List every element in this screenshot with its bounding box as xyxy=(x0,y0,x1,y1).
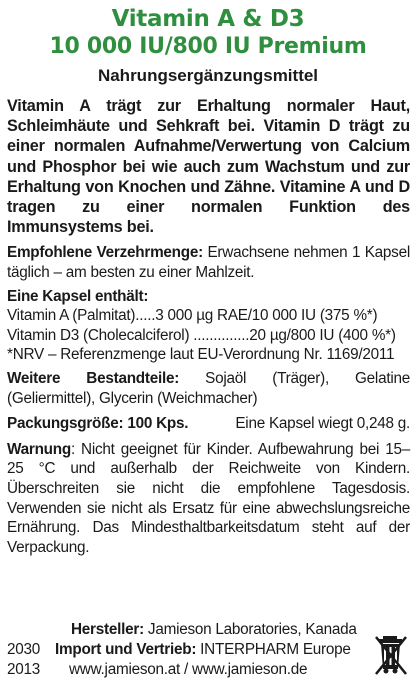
warning-label: Warnung xyxy=(7,440,71,458)
capsule-heading xyxy=(7,287,410,307)
ingredients-text: Sojaöl (Träger), Gelatine (Geliermittel), Glycerin (Weichmacher) xyxy=(7,369,410,407)
dosage-section xyxy=(7,243,410,282)
product-category: Nahrungsergänzungsmittel xyxy=(97,66,319,85)
manufacturer-text: Jamieson Laboratories, Kanada xyxy=(143,621,357,638)
health-claims: Vitamin A trägt zur Erhaltung normaler Haut, Schleimhäute und Sehkraft bei. Vitamin D trägt zu einer normalen Aufnahme/Verwertung von Calcium und Phosphor bei wie auch zum Wachstum und zur Erhaltung von Knochen und Zähne. Vitamine A und D tragen zu einer normalen Funktion des Immunsystems bei. xyxy=(7,97,410,237)
warning-section xyxy=(7,440,410,558)
ingredients-section xyxy=(7,369,410,408)
label-body xyxy=(7,96,410,557)
dosage-label: Empfohlene Verzehrmenge: xyxy=(7,244,203,262)
package-section xyxy=(7,414,410,434)
package-weight: Eine Kapsel wiegt 0,248 g. xyxy=(235,415,410,433)
web-links: www.jamieson.at / www.jamieson.de xyxy=(69,661,308,678)
import-label: Import und Vertrieb: xyxy=(55,641,197,658)
nrv-note: *NRV – Referenzmenge laut EU-Verordnung Nr. 1169/2011 xyxy=(7,346,395,364)
import-text: INTERPHARM Europe xyxy=(196,641,351,658)
import-code: 2030 xyxy=(7,641,41,658)
vitamin-a-line: Vitamin A (Palmitat).....3 000 µg RAE/10 000 IU (375 %*) xyxy=(7,307,378,325)
warning-text: : Nicht geeignet für Kinder. Aufbewahrung bei 15–25 °C und außerhalb der Reichweite von Kindern. Überschreiten sie nicht die empfohlene Tagesdosis. Verwenden sie nicht als Ersatz für eine abwechslungsreiche Ernährung. Das Mindesthaltbarkeitsdatum steht auf der Verpackung. xyxy=(7,440,410,556)
ingredients-label: Weitere Bestandteile: xyxy=(7,369,180,387)
product-title: Vitamin A & D3 xyxy=(111,6,305,32)
web-code: 2013 xyxy=(7,661,41,678)
capsule-label: Eine Kapsel enthält: xyxy=(7,287,149,305)
dosage-text: Erwachsene nehmen 1 Kapsel täglich – am besten zu einer Mahlzeit. xyxy=(7,244,410,282)
web-line xyxy=(7,660,410,680)
manufacturer-line xyxy=(7,620,410,640)
import-line xyxy=(7,640,410,660)
product-strength: 10 000 IU/800 IU Premium xyxy=(49,34,367,59)
crossed-out-wheelie-bin-icon xyxy=(374,633,408,677)
package-label: Packungsgröße: 100 Kps. xyxy=(7,415,189,433)
vitamin-d3-line: Vitamin D3 (Cholecalciferol) ..............20 µg/800 IU (400 %*) xyxy=(7,326,396,344)
footer xyxy=(7,620,410,680)
manufacturer-label: Hersteller: xyxy=(71,621,144,638)
